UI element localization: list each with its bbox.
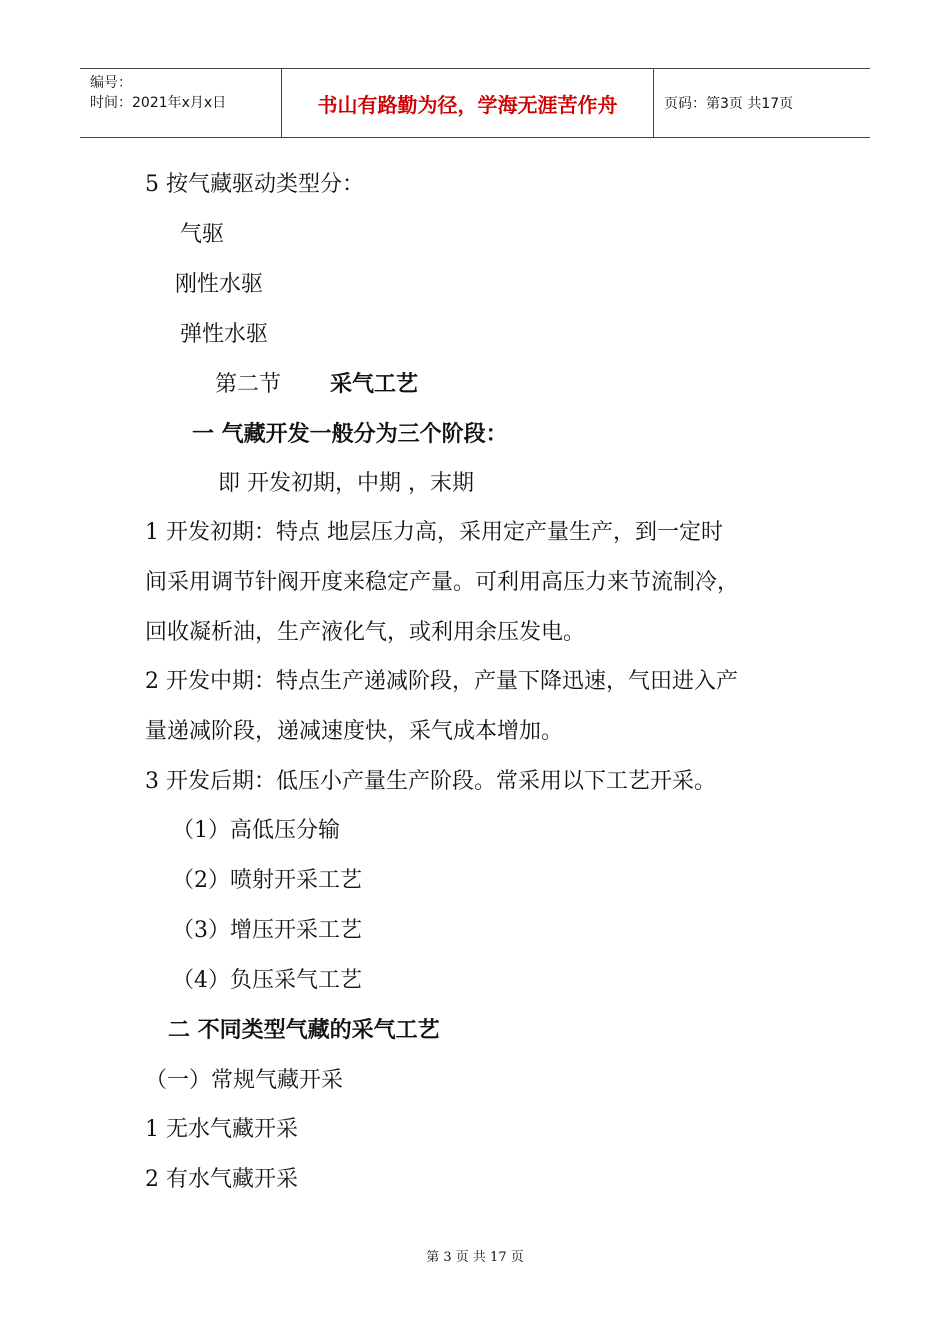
para2-line2: 量递减阶段，递减速度快，采气成本增加。 [145,719,564,744]
subheading-one: （一）常规气藏开采 [145,1068,344,1093]
page-header [80,68,870,138]
para3: 3 开发后期：低压小产量生产阶段。常采用以下工艺开采。 [145,769,716,794]
para2-line1: 2 开发中期：特点生产递减阶段，产量下降迅速，气田进入产 [145,669,738,694]
number-label: 编号： [90,75,132,91]
drive-type-heading: 5 按气藏驱动类型分： [145,172,364,197]
item-elastic-water-drive: 弹性水驱 [180,322,269,347]
stages-line: 即 开发初期，中期 ，末期 [218,471,474,496]
numbered-item-2: 2 有水气藏开采 [145,1167,298,1192]
heading-two: 二 不同类型气藏的采气工艺 [168,1018,440,1043]
list-item-4: （4）负压采气工艺 [172,968,362,993]
item-gas-drive: 气驱 [180,222,225,247]
item-rigid-water-drive: 刚性水驱 [175,272,264,297]
para1-line2: 间采用调节针阀开度来稳定产量。可利用高压力来节流制冷， [145,570,740,595]
section-number: 第二节 [215,372,282,397]
para1-line1: 1 开发初期：特点 地层压力高，采用定产量生产，到一定时 [145,520,723,545]
header-meta [80,69,282,137]
section-title: 采气工艺 [330,372,419,397]
numbered-item-1: 1 无水气藏开采 [145,1117,298,1142]
list-item-1: （1）高低压分输 [172,818,340,843]
page-footer: 第 3 页 共 17 页 [426,1250,524,1265]
list-item-2: （2）喷射开采工艺 [172,868,362,893]
para1-line3: 回收凝析油，生产液化气，或利用余压发电。 [145,620,586,645]
time-label: 时间：2021年x月x日 [90,95,227,111]
list-item-3: （3）增压开采工艺 [172,918,362,943]
header-motto: 书山有路勤为径，学海无涯苦作舟 [282,69,654,137]
header-page-info: 页码：第3页 共17页 [664,96,794,112]
heading-one: 一 气藏开发一般分为三个阶段： [192,422,508,447]
